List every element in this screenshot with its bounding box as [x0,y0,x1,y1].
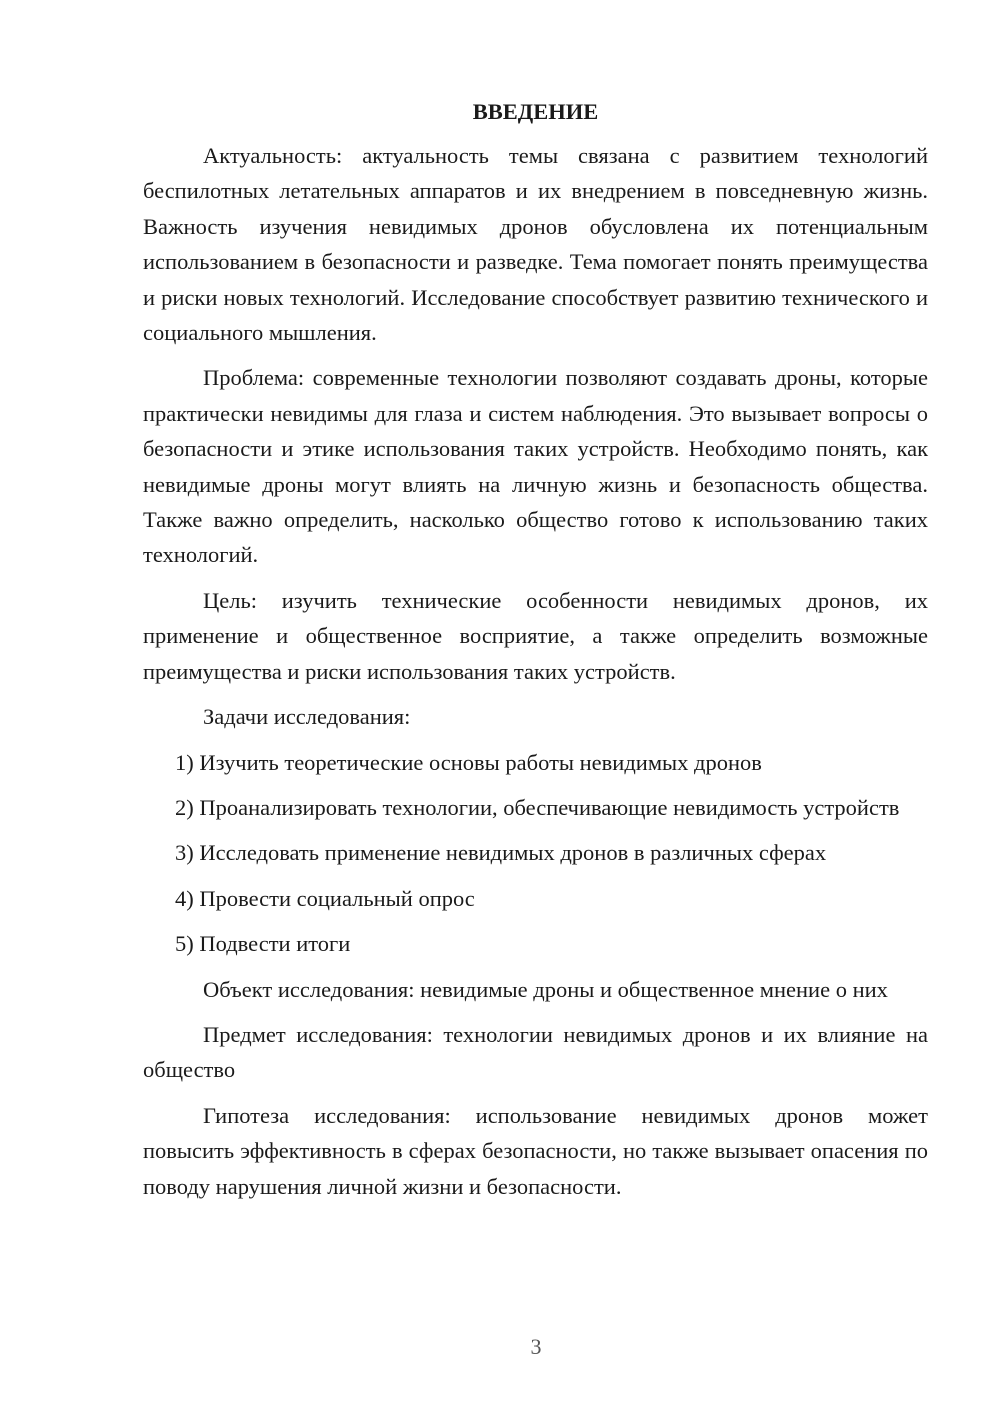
task-item: 5) Подвести итоги [175,931,351,957]
task-item: 1) Изучить теоретические основы работы невидимых дронов [175,749,762,775]
page-content [143,96,928,1214]
task-item: 2) Проанализировать технологии, обеспечивающие невидимость устройств [175,794,900,820]
page-number: 3 [530,1334,542,1359]
problem-paragraph: Проблема: современные технологии позволяют создавать дроны, которые практически невидимы для глаза и систем наблюдения. Это вызывает вопросы о безопасности и этике использования таких устройств. Необходимо понять, как невидимые дроны могут влиять на личную жизнь и безопасность общества. Также важно определить, насколько общество готово к использованию таких технологий. [143,365,928,568]
object-paragraph: Объект исследования: невидимые дроны и общественное мнение о них [203,976,888,1002]
section-title: ВВЕДЕНИЕ [472,99,599,124]
tasks-heading: Задачи исследования: [203,704,411,730]
goal-paragraph: Цель: изучить технические особенности невидимых дронов, их применение и общественное восприятие, а также определить возможные преимущества и риски использования таких устройств. [143,587,928,684]
relevance-paragraph: Актуальность: актуальность темы связана с развитием технологий беспилотных летательных аппаратов и их внедрением в повседневную жизнь. Важность изучения невидимых дронов обусловлена их потенциальным использованием в безопасности и разведке. Тема помогает понять преимущества и риски новых технологий. Исследование способствует развитию технического и социального мышления. [143,143,928,346]
task-item: 3) Исследовать применение невидимых дронов в различных сферах [175,840,827,866]
hypothesis-paragraph: Гипотеза исследования: использование невидимых дронов может повысить эффективность в сферах безопасности, но также вызывает опасения по поводу нарушения личной жизни и безопасности. [143,1102,928,1199]
subject-paragraph: Предмет исследования: технологии невидимых дронов и их влияние на общество [143,1021,928,1083]
task-item: 4) Провести социальный опрос [175,885,475,911]
